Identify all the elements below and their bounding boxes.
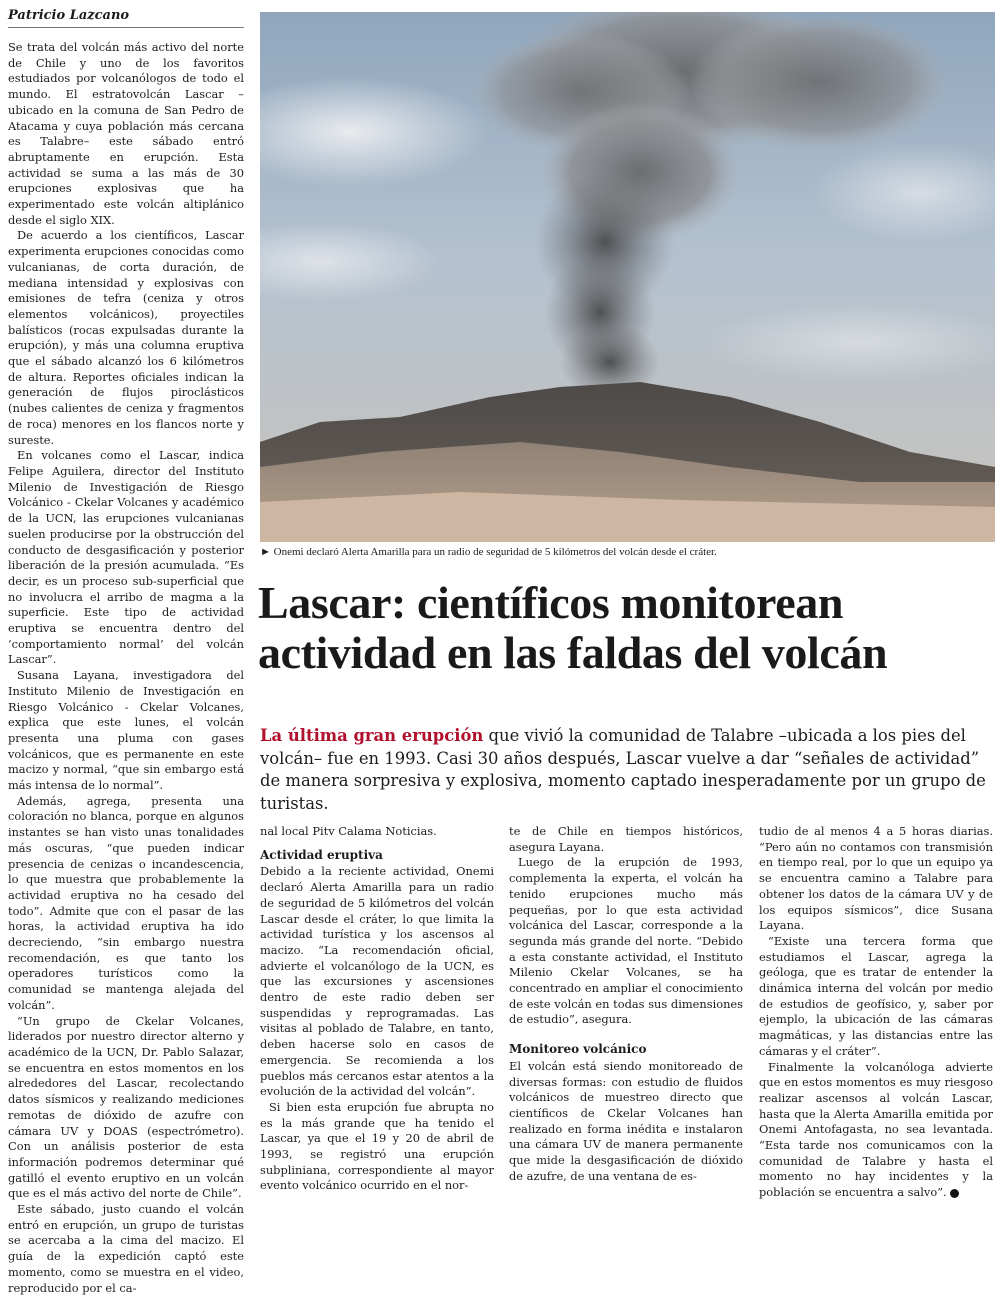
photo-caption [260,546,995,558]
paragraph: “Existe una tercera forma que estudiamos el Lascar, agrega la geóloga, que es tratar de entender la dinámica interna del volcán por medio de estudios de geofísico, y, saber por ejemplo, la ubicación de las cámaras magmáticas, y las distancias entre las cámaras y el cráter”. [759,933,993,1058]
article-column-2 [260,824,494,1194]
caption-arrow-icon: ► [260,546,271,558]
article-column-3 [509,824,743,1184]
paragraph: El volcán está siendo monitoreado de diversas formas: con estudio de fluidos volcánicos de muestreo directo que científicos de Ckelar Volcanes han realizado en forma inédita e instalaron una cámara UV de manera permanente que mide la desgasificación de dióxido de azufre, de una ventana de es- [509,1058,743,1183]
article-column-1 [8,40,244,1296]
article-column-4 [759,824,993,1201]
paragraph: De acuerdo a los científicos, Lascar experimenta erupciones conocidas como vulcanianas, de corta duración, de mediana intensidad y explosivas con emisiones de tefra (ceniza y otros elementos volcánicos), proyectiles balísticos (rocas expulsadas durante la erupción), y más una columna eruptiva que el sábado alcanzó los 6 kilómetros de altura. Reportes oficiales indican la generación de flujos piroclásticos (nubes calientes de ceniza y fragmentos de roca) menores en los flancos norte y sureste. [8,228,244,447]
paragraph: te de Chile en tiempos históricos, asegura Layana. [509,824,743,854]
paragraph: Debido a la reciente actividad, Onemi declaró Alerta Amarilla para un radio de seguridad de 5 kilómetros del volcán Lascar desde el cráter, lo que limita la actividad turística y los ascensos al macizo. “La recomendación oficial, advierte el volcanólogo de la UCN, es que las excursiones y ascensiones dentro de este radio deben ser suspendidas y reprogramadas. Las visitas al poblado de Talabre, en tanto, deben hacerse solo en casos de emergencia. Se recomienda a los pueblos más cercanos estar atentos a la evolución de la actividad del volcán”. [260,864,494,1099]
paragraph: tudio de al menos 4 a 5 horas diarias. “Pero aún no contamos con transmisión en tiempo real, por lo que un equipo ya se encuentra camino a Talabre para obtener los datos de la cámara UV y de los equipos sísmicos”, dice Susana Layana. [759,824,993,933]
paragraph: Se trata del volcán más activo del norte de Chile y uno de los favoritos estudiados por volcanólogos de todo el mundo. El estratovolcán Lascar –ubicado en la comuna de San Pedro de Atacama y cuya población más cercana es Talabre– este sábado entró abruptamente en erupción. Esta actividad se suma a las más de 30 erupciones explosivas que ha experimentado este volcán altiplánico desde el siglo XIX. [8,40,244,227]
paragraph: Luego de la erupción de 1993, complementa la experta, el volcán ha tenido erupciones mucho más pequeñas, por lo que esta actividad volcánica del Lascar, corresponde a la segunda más grande del norte. “Debido a esta constante actividad, el Instituto Milenio Ckelar Volcanes, se ha concentrado en ampliar el conocimiento de este volcán en todas sus dimensiones de estudio”, asegura. [509,855,743,1027]
paragraph: Además, agrega, presenta una coloración no blanca, porque en algunos instantes se han visto unas tonalidades más oscuras, “que pueden indicar presencia de cenizas o incandescencia, lo que muestra que probablemente la actividad eruptiva no ha cesado del todo”. Admite que con el pasar de las horas, la actividad eruptiva ha ido decreciendo, “sin embargo nuestra recomendación, es que tanto los operadores turísticos como la comunidad se mantenga alejada del volcán”. [8,793,244,1012]
lead-paragraph [260,725,995,815]
paragraph: Este sábado, justo cuando el volcán entró en erupción, un grupo de turistas se acercaba a la cima del macizo. El guía de la expedición captó este momento, como se muestra en el video, reproducido por el ca- [8,1202,244,1295]
paragraph: “Un grupo de Ckelar Volcanes, liderados por nuestro director alterno y académico de la UCN, Dr. Pablo Salazar, se encuentra en estos momentos en los alrededores del Lascar, recolectando datos sísmicos y realizando mediciones remotas de dióxido de azufre con cámara UV y DOAS (espectrómetro). Con un análisis posterior de esta información podremos determinar qué gatilló el evento eruptivo en un volcán que es el más activo del norte de Chile”. [8,1013,244,1201]
paragraph: Si bien esta erupción fue abrupta no es la más grande que ha tenido el Lascar, ya que el 19 y 20 de abril de 1993, se registró una erupción subpliniana, correspondiente al mayor evento volcánico ocurrido en el nor- [260,1099,494,1193]
paragraph: En volcanes como el Lascar, indica Felipe Aguilera, director del Instituto Milenio de Investigación de Riesgo Volcánico - Ckelar Volcanes y académico de la UCN, las erupciones vulcanianas suelen producirse por la obstrucción del conducto de desgasificación y posterior liberación de la presión acumulada. “Es decir, es un proceso sub-superficial que no involucra el arribo de magma a la superficie. Este tipo de actividad eruptiva se encuentra dentro del ‘comportamiento normal’ del volcán Lascar”. [8,448,244,667]
final-paragraph-text: Finalmente la volcanóloga advierte que en estos momentos es muy riesgoso realizar ascensos al volcán Lascar, hasta que la Alerta Amarilla emitida por Onemi Antofagasta, no sea levantada. “Esta tarde nos comunicamos con la comunidad de Talabre y hasta el momento no hay incidentes y la población se encuentra a salvo”. [759,1059,993,1200]
paragraph: Susana Layana, investigadora del Instituto Milenio de Investigación en Riesgo Volcánico - Ckelar Volcanes, explica que este lunes, el volcán presenta una pluma con gases volcánicos, que es permanente en este macizo y normal, “que sin embargo está más intensa de lo normal”. [8,668,244,793]
byline: Patricio Lazcano [8,8,244,28]
headline: Lascar: científicos monitorean actividad en las faldas del volcán [258,577,888,678]
lead-text: que vivió la comunidad de Talabre –ubicada a los pies del volcán– fue en 1993. Casi 30 años después, Lascar vuelve a dar “señales de actividad” de manera sorpresiva y explosiva, momento captado inesperadamente por un grupo de turistas. [260,726,986,813]
subheading: Monitoreo volcánico [509,1042,647,1057]
paragraph [759,1060,993,1201]
end-of-article-icon [950,1189,959,1198]
caption-text: Onemi declaró Alerta Amarilla para un radio de seguridad de 5 kilómetros del volcán desde el cráter. [273,546,717,558]
volcano-eruption-photo [260,12,995,542]
paragraph: nal local Pitv Calama Noticias. [260,824,437,838]
subheading: Actividad eruptiva [260,847,383,862]
lead-highlight: La última gran erupción [260,726,484,745]
